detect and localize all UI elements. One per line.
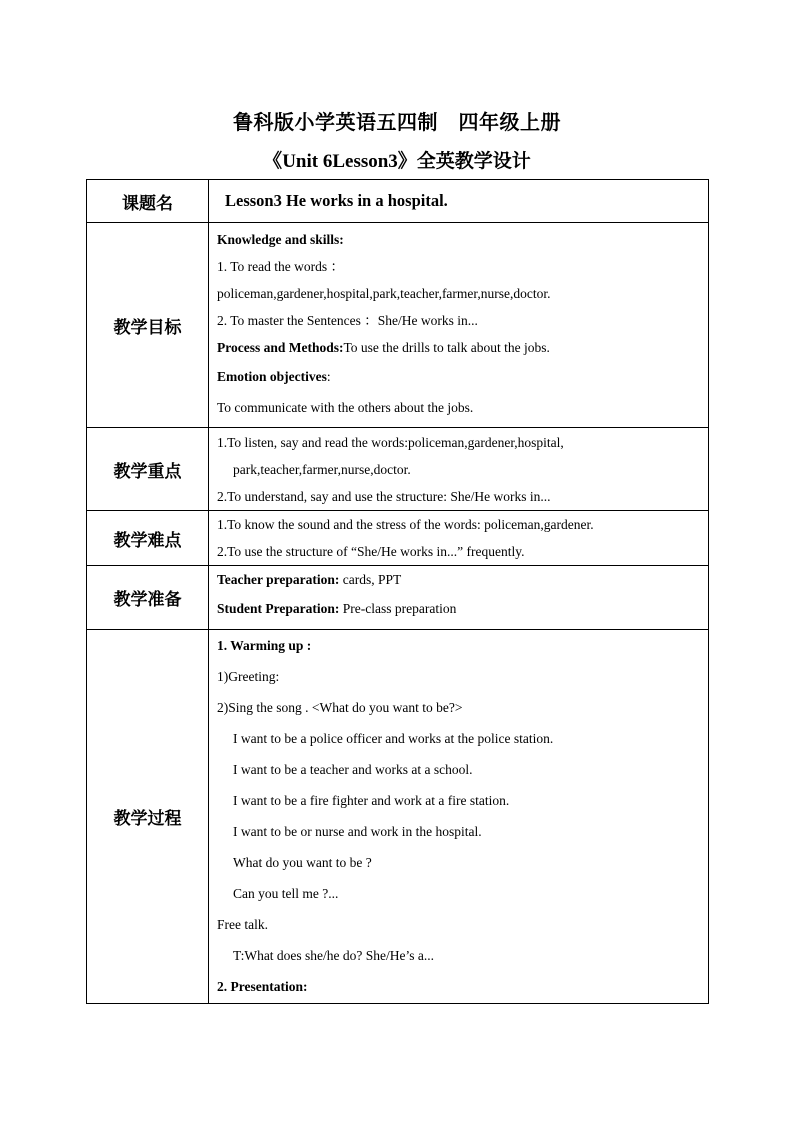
- row-preparation: [87, 566, 709, 630]
- lesson-title: Lesson3 He works in a hospital.: [225, 191, 448, 210]
- label-process: 教学过程: [87, 630, 209, 1004]
- presentation-heading: 2. Presentation:: [217, 979, 308, 994]
- process-content: [209, 630, 709, 1004]
- key-points-content: [209, 428, 709, 511]
- warming-up-heading: 1. Warming up :: [217, 638, 312, 653]
- row-topic: [87, 180, 709, 223]
- emotion-text: To communicate with the others about the jobs.: [217, 400, 474, 415]
- lyric-line-2: I want to be a teacher and works at a school.: [233, 762, 473, 777]
- knowledge-heading: Knowledge and skills:: [217, 232, 344, 247]
- document-title: 鲁科版小学英语五四制 四年级上册: [233, 110, 561, 134]
- lyric-line-6: Can you tell me ?...: [233, 886, 339, 901]
- subtitle-prefix: 《: [263, 150, 283, 172]
- free-talk-line: T:What does she/he do? She/He’s a...: [233, 948, 435, 963]
- lyric-line-5: What do you want to be ?: [233, 855, 372, 870]
- label-objectives: 教学目标: [87, 223, 209, 428]
- student-preparation: Student Preparation: Pre-class preparation: [217, 601, 457, 616]
- lesson-plan-table: [86, 179, 709, 1004]
- difficulties-content: [209, 511, 709, 566]
- difficulty-line-2: 2.To use the structure of “She/He works in...” frequently.: [217, 544, 525, 559]
- lyric-line-4: I want to be or nurse and work in the hospital.: [233, 824, 482, 839]
- row-process: [87, 630, 709, 1004]
- free-talk: Free talk.: [217, 917, 268, 932]
- subtitle-suffix: 》全英教学设计: [397, 150, 531, 172]
- emotion-heading: Emotion objectives:: [217, 369, 331, 384]
- row-objectives: [87, 223, 709, 428]
- key-point-line-2: park,teacher,farmer,nurse,doctor.: [233, 462, 411, 477]
- preparation-content: [209, 566, 709, 630]
- key-point-line-3: 2.To understand, say and use the structure: She/He works in...: [217, 489, 551, 504]
- topic-value: [209, 180, 709, 223]
- difficulty-line-1: 1.To know the sound and the stress of the words: policeman,gardener.: [217, 517, 594, 532]
- row-key-points: [87, 428, 709, 511]
- label-topic: 课题名: [87, 180, 209, 223]
- key-point-line-1: 1.To listen, say and read the words:policeman,gardener,hospital,: [217, 435, 564, 450]
- label-difficulties: 教学难点: [87, 511, 209, 566]
- objectives-content: [209, 223, 709, 428]
- objective-line-2: policeman,gardener,hospital,park,teacher,farmer,nurse,doctor.: [217, 286, 551, 301]
- row-difficulties: [87, 511, 709, 566]
- subtitle-unit: Unit 6Lesson3: [282, 151, 398, 172]
- lyric-line-3: I want to be a fire fighter and work at a fire station.: [233, 793, 510, 808]
- greeting: 1)Greeting:: [217, 669, 280, 684]
- label-preparation: 教学准备: [87, 566, 209, 630]
- objective-line-3: 2. To master the Sentences ：She/He works in...: [217, 313, 478, 328]
- sing-song: 2)Sing the song . <What do you want to be?>: [217, 700, 463, 715]
- label-key-points: 教学重点: [87, 428, 209, 511]
- teacher-preparation: Teacher preparation: cards, PPT: [217, 572, 402, 587]
- objective-line-1: 1. To read the words ：: [217, 259, 345, 274]
- lyric-line-1: I want to be a police officer and works at the police station.: [233, 731, 554, 746]
- document-subtitle: [0, 146, 794, 173]
- process-methods: Process and Methods:To use the drills to talk about the jobs.: [217, 340, 550, 355]
